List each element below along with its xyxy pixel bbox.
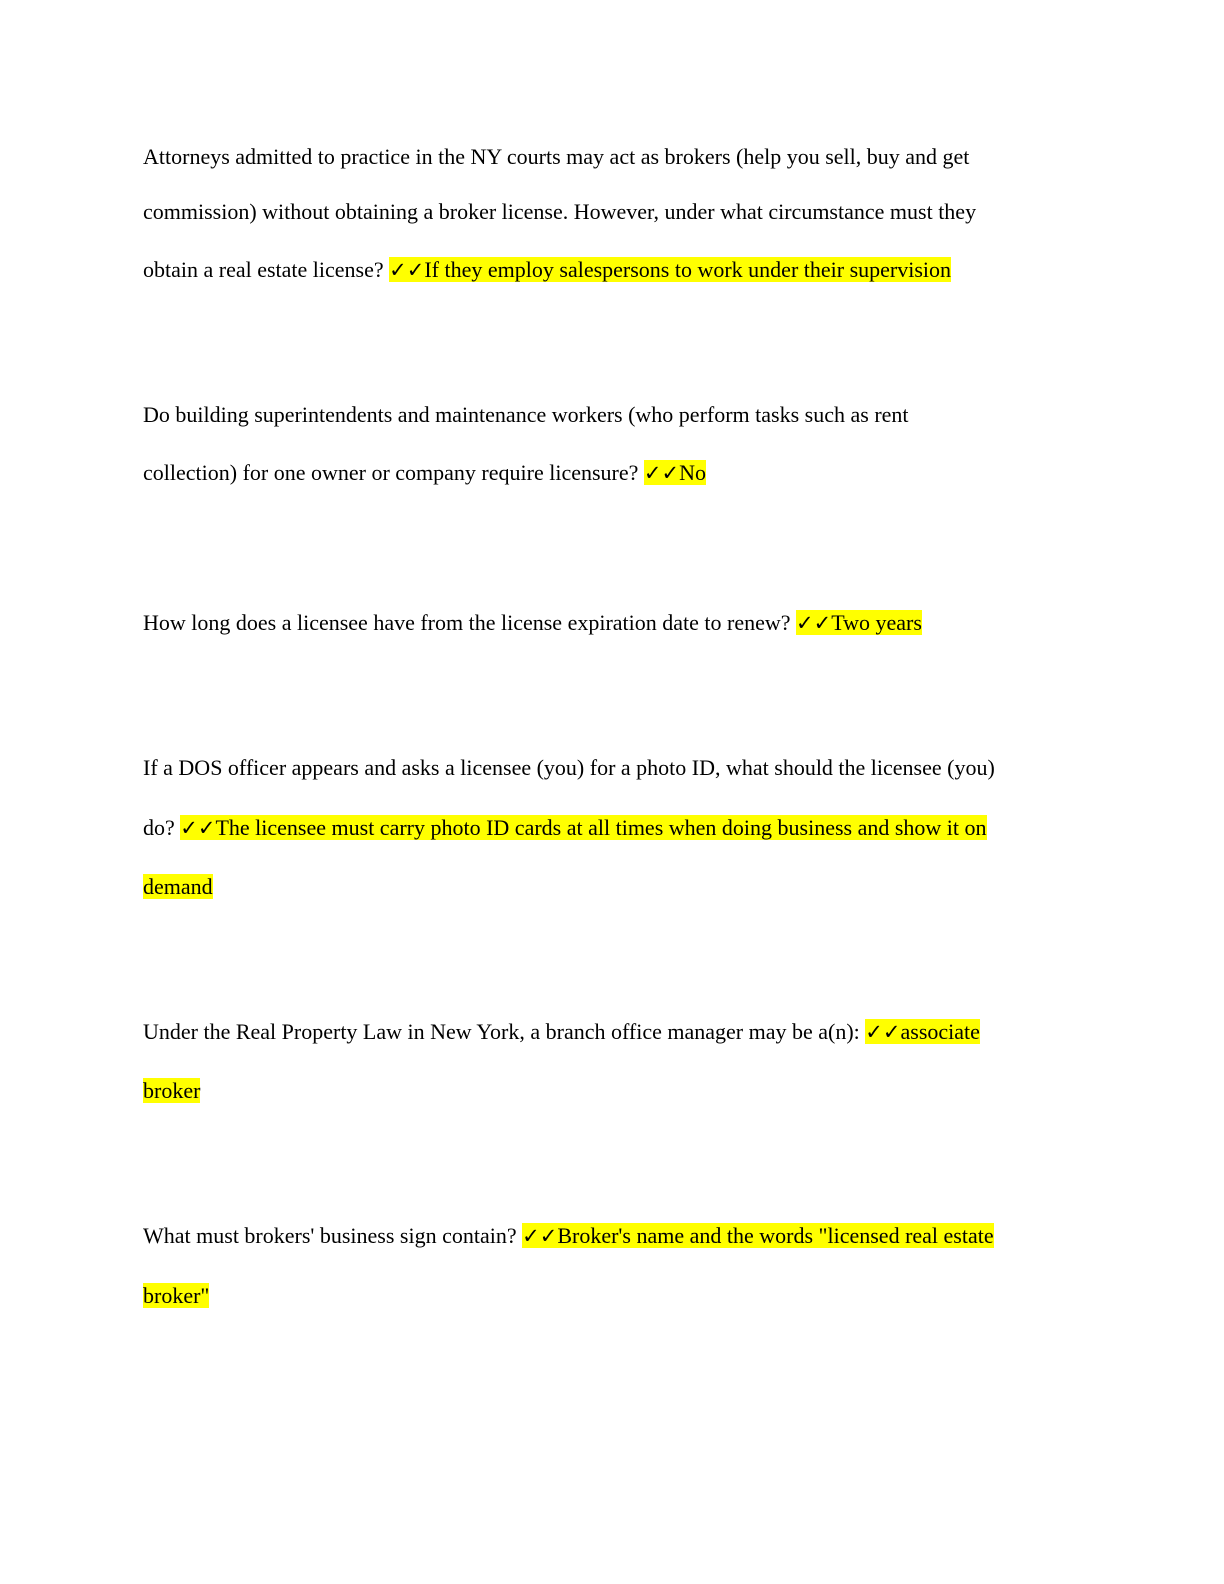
question-text: commission) without obtaining a broker license. However, under what circumstance must they: [143, 199, 977, 224]
question-text: do?: [143, 815, 181, 840]
question-line: [143, 197, 976, 227]
answer-text: If they employ salespersons to work under their supervision: [424, 257, 952, 282]
double-check-icon: ✓✓: [180, 816, 216, 840]
question-text: obtain a real estate license?: [143, 257, 390, 282]
question-text: Under the Real Property Law in New York, a branch office manager may be a(n):: [143, 1019, 866, 1044]
answer-text: broker": [143, 1283, 210, 1308]
answer-line: [143, 872, 213, 902]
answer-highlight: [796, 610, 922, 635]
double-check-icon: ✓✓: [643, 461, 680, 485]
answer-highlight: [865, 1019, 980, 1044]
question-text: Do building superintendents and maintenance workers (who perform tasks such as rent: [143, 402, 909, 427]
answer-text: broker: [143, 1078, 201, 1103]
double-check-icon: ✓✓: [389, 258, 425, 282]
answer-text: No: [679, 460, 706, 485]
answer-text: associate: [900, 1019, 980, 1044]
question-line: [143, 458, 706, 488]
question-line: [143, 1221, 994, 1251]
question-line: [143, 608, 922, 638]
question-text: collection) for one owner or company require licensure?: [143, 460, 644, 485]
question-line: [143, 400, 909, 430]
question-text: What must brokers' business sign contain?: [143, 1223, 523, 1248]
double-check-icon: ✓✓: [865, 1020, 901, 1044]
answer-text: demand: [143, 874, 213, 899]
answer-text: Two years: [831, 610, 922, 635]
answer-highlight: [389, 257, 951, 282]
double-check-icon: ✓✓: [522, 1224, 558, 1248]
answer-text: The licensee must carry photo ID cards at all times when doing business and show it on: [215, 815, 987, 840]
question-text: How long does a licensee have from the license expiration date to renew?: [143, 610, 797, 635]
answer-text: Broker's name and the words "licensed real estate: [557, 1223, 994, 1248]
question-text: If a DOS officer appears and asks a licensee (you) for a photo ID, what should the licensee (you): [143, 755, 995, 780]
question-line: [143, 255, 951, 285]
answer-line: [143, 1076, 200, 1106]
answer-line: [143, 1281, 209, 1311]
question-text: Attorneys admitted to practice in the NY courts may act as brokers (help you sell, buy and get: [143, 144, 970, 169]
question-line: [143, 753, 995, 783]
answer-highlight: [180, 815, 986, 840]
double-check-icon: ✓✓: [796, 611, 832, 635]
question-line: [143, 813, 987, 843]
question-line: [143, 1017, 980, 1047]
question-line: [143, 142, 969, 172]
answer-highlight: [522, 1223, 994, 1248]
answer-highlight: [644, 460, 706, 485]
